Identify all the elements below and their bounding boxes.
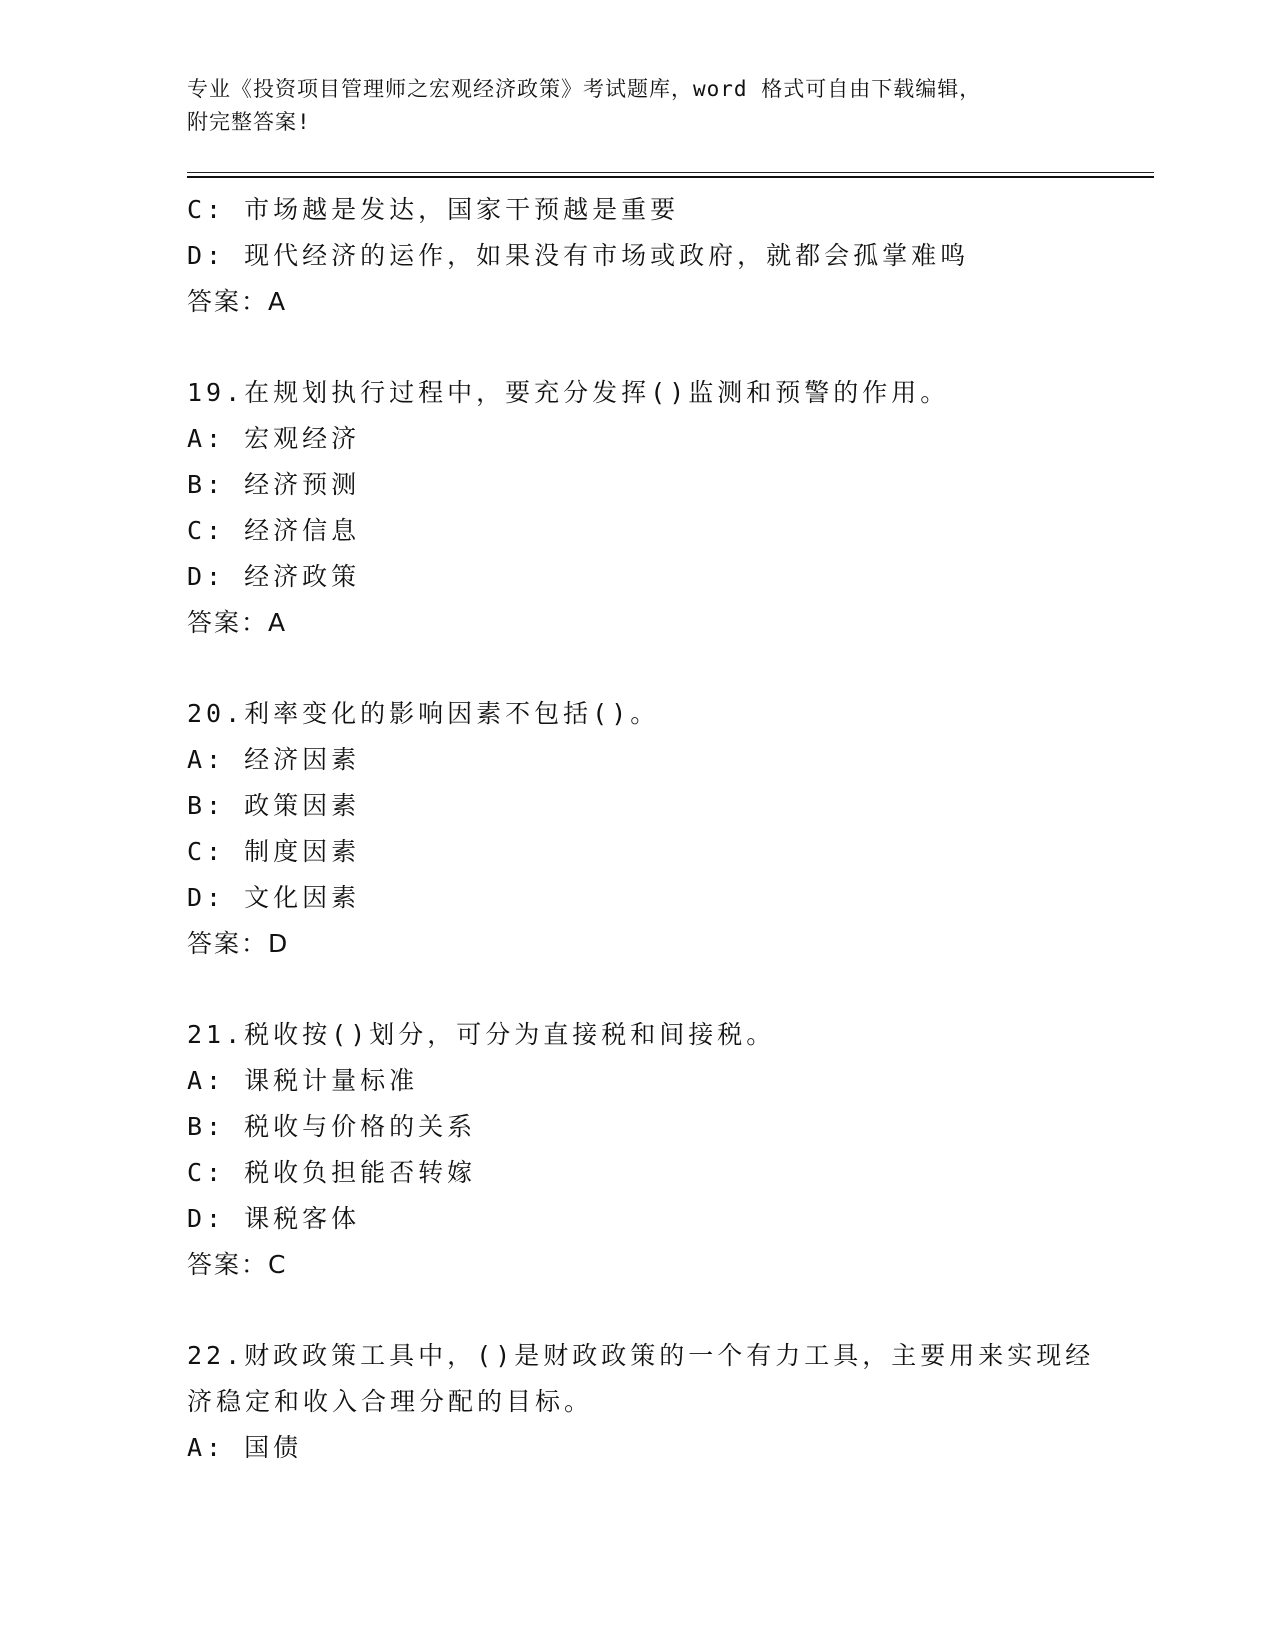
option-b: B: 税收与价格的关系 (187, 1112, 477, 1141)
answer-line: 答案：C (187, 1250, 288, 1279)
question-text-line-1: 22.财政政策工具中，()是财政政策的一个有力工具，主要用来实现经 (187, 1341, 1095, 1370)
option-d: D: 经济政策 (187, 562, 361, 591)
question-text: 21.税收按()划分，可分为直接税和间接税。 (187, 1020, 776, 1049)
option-d: D: 文化因素 (187, 883, 361, 912)
answer-line: 答案：D (187, 929, 290, 958)
option-c: C: 经济信息 (187, 516, 361, 545)
spacer (187, 1288, 1087, 1333)
option-c: C: 税收负担能否转嫁 (187, 1158, 477, 1187)
option-a: A: 经济因素 (187, 745, 361, 774)
spacer (187, 646, 1087, 691)
option-c: C: 市场越是发达，国家干预越是重要 (187, 195, 680, 224)
spacer (187, 325, 1087, 370)
option-b: B: 经济预测 (187, 470, 361, 499)
question-block-21 (187, 1012, 1087, 1288)
option-d: D: 现代经济的运作，如果没有市场或政府，就都会孤掌难鸣 (187, 241, 970, 270)
option-a: A: 国债 (187, 1433, 303, 1462)
header-line-2: 附完整答案! (187, 110, 311, 134)
document-header (187, 73, 1077, 139)
question-list (187, 187, 1095, 1471)
header-rule-thin (187, 172, 1154, 173)
answer-line: 答案：A (187, 608, 288, 637)
question-block-19 (187, 370, 1087, 646)
option-d: D: 课税客体 (187, 1204, 361, 1233)
header-rule-thick (187, 176, 1154, 178)
question-text: 20.利率变化的影响因素不包括()。 (187, 699, 660, 728)
question-text-line-2: 济稳定和收入合理分配的目标。 (187, 1387, 594, 1416)
question-text: 19.在规划执行过程中，要充分发挥()监测和预警的作用。 (187, 378, 950, 407)
question-block-22 (187, 1333, 1095, 1471)
option-a: A: 宏观经济 (187, 424, 361, 453)
spacer (187, 967, 1087, 1012)
option-a: A: 课税计量标准 (187, 1066, 419, 1095)
answer-line: 答案：A (187, 287, 288, 316)
question-block-20 (187, 691, 1087, 967)
question-block-18 (187, 187, 1087, 325)
option-c: C: 制度因素 (187, 837, 361, 866)
option-b: B: 政策因素 (187, 791, 361, 820)
header-line-1: 专业《投资项目管理师之宏观经济政策》考试题库，word 格式可自由下载编辑， (187, 77, 982, 101)
